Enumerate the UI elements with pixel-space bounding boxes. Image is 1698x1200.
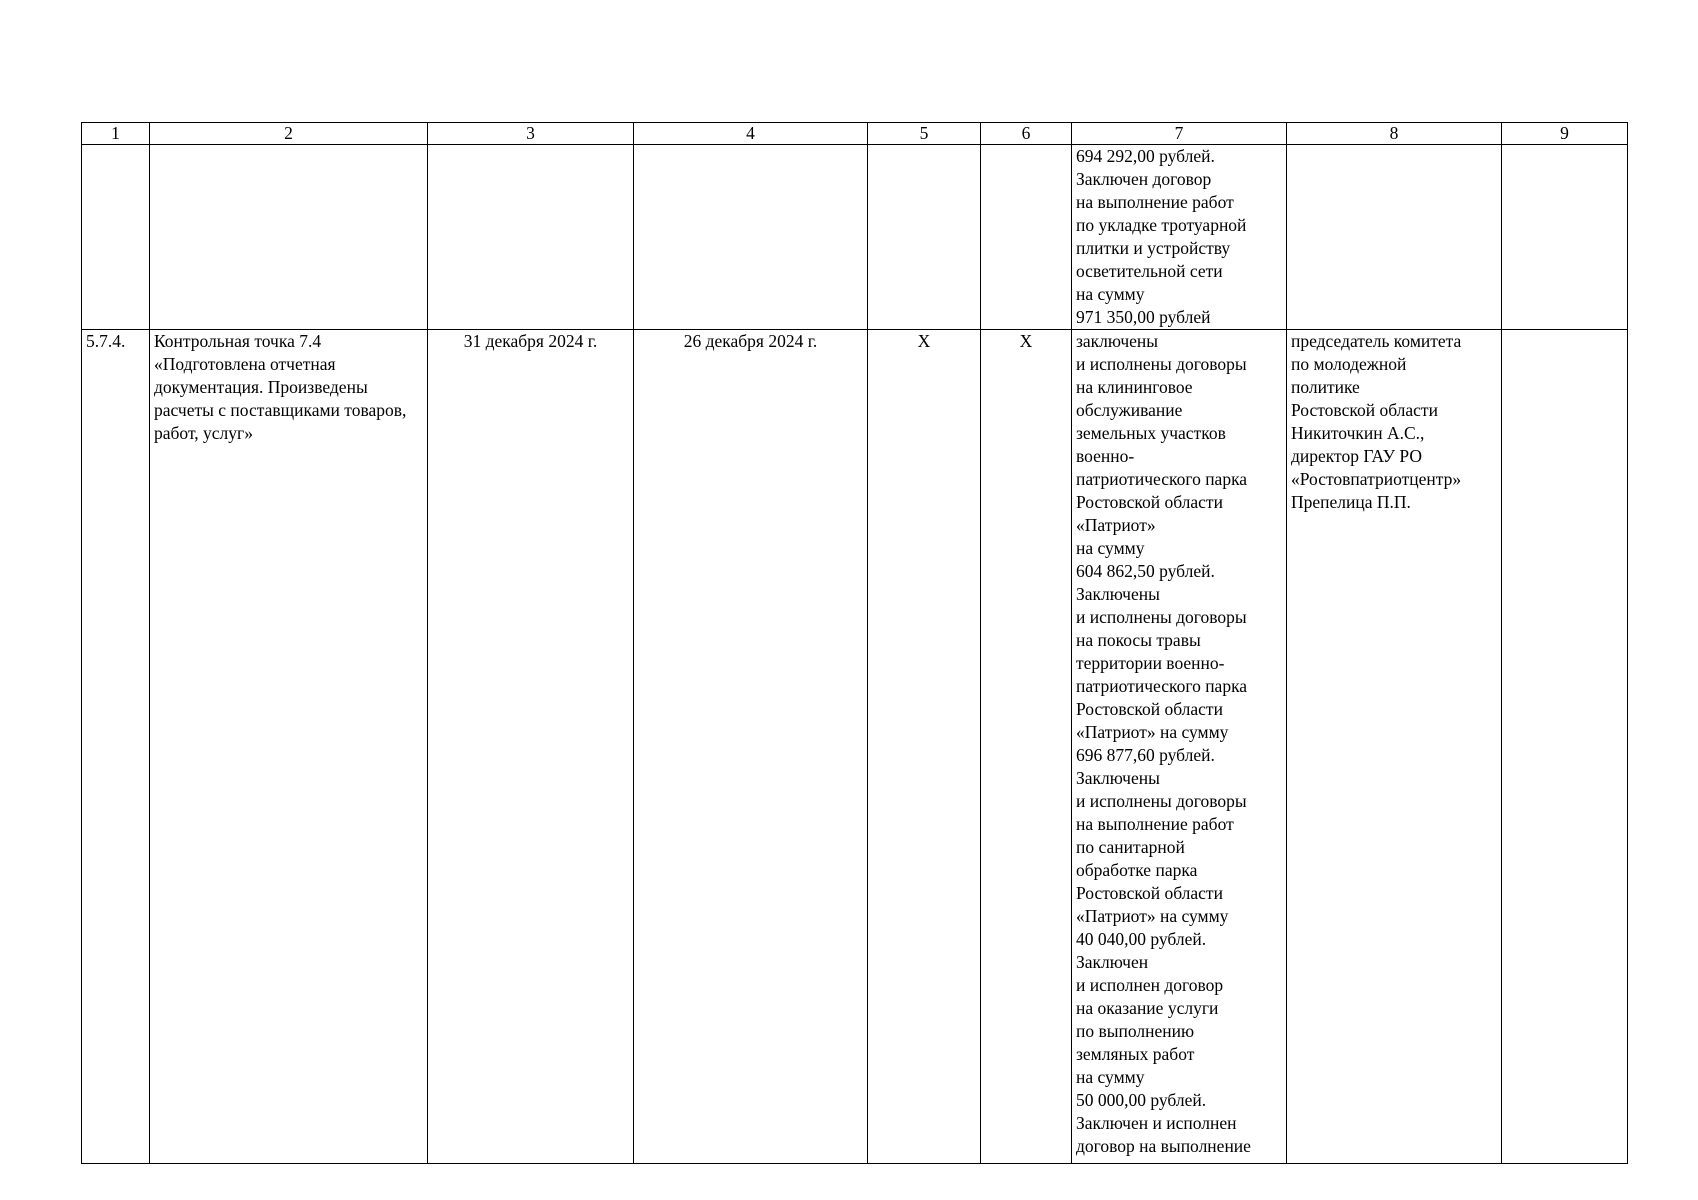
contract-text-line: на выполнение работ <box>1076 814 1234 834</box>
contract-text-line: 694 292,00 рублей. <box>1076 146 1215 166</box>
report-table <box>81 122 1628 1164</box>
contract-details-cell <box>1072 330 1287 1164</box>
contract-text-line: Заключен <box>1076 952 1149 972</box>
responsible-persons-cell <box>1287 330 1502 1164</box>
contract-text-line: 696 877,60 рублей. <box>1076 745 1215 765</box>
column-number-cell: 5 <box>868 123 981 145</box>
contract-text-line: территории военно- <box>1076 653 1225 673</box>
contract-text-line: Ростовской области <box>1076 883 1223 903</box>
planned-date-cell: 31 декабря 2024 г. <box>428 330 634 1164</box>
empty-cell <box>150 145 428 330</box>
responsible-text-line: Ростовской области <box>1291 400 1438 420</box>
contract-text-line: земельных участков <box>1076 423 1226 443</box>
contract-text-line: 971 350,00 рублей <box>1076 307 1211 327</box>
empty-cell <box>634 145 868 330</box>
contract-text-line: Заключены <box>1076 584 1160 604</box>
contract-text-line: на выполнение работ <box>1076 192 1234 212</box>
contract-text-line: по укладке тротуарной <box>1076 215 1247 235</box>
contract-text-line: заключены <box>1076 331 1159 351</box>
responsible-text-line: по молодежной <box>1291 354 1407 374</box>
contract-text-line: и исполнен договор <box>1076 975 1224 995</box>
contract-text-line: патриотического парка <box>1076 676 1248 696</box>
contract-text-line: на сумму <box>1076 284 1145 304</box>
contract-text-line: «Патриот» <box>1076 515 1156 535</box>
item-description: Контрольная точка 7.4 «Подготовлена отчетная документация. Произведены расчеты с поставщиками товаров, работ, услуг» <box>154 331 407 443</box>
responsible-text-line: Препелица П.П. <box>1291 492 1411 512</box>
column-5-mark-cell: X <box>868 330 981 1164</box>
contract-text-line: Заключен договор <box>1076 169 1212 189</box>
contract-text-line: и исполнены договоры <box>1076 607 1247 627</box>
column-number-cell: 8 <box>1287 123 1502 145</box>
empty-cell <box>868 145 981 330</box>
table-row-continuation <box>82 145 1628 330</box>
contract-text-line: на оказание услуги <box>1076 998 1219 1018</box>
contract-text-line: военно- <box>1076 446 1135 466</box>
contract-text-line: на сумму <box>1076 1067 1145 1087</box>
column-number-cell: 6 <box>981 123 1072 145</box>
contract-text-line: на клининговое <box>1076 377 1193 397</box>
column-number-header-row <box>82 123 1628 145</box>
column-number-cell: 7 <box>1072 123 1287 145</box>
contract-text-line: Ростовской области <box>1076 699 1223 719</box>
contract-text-line: «Патриот» на сумму <box>1076 722 1229 742</box>
empty-cell <box>1287 145 1502 330</box>
contract-text-line: Заключены <box>1076 768 1160 788</box>
column-number-cell: 3 <box>428 123 634 145</box>
actual-date-cell: 26 декабря 2024 г. <box>634 330 868 1164</box>
item-description-cell <box>150 330 428 1164</box>
contract-text-line: обслуживание <box>1076 400 1183 420</box>
table-row-5-7-4 <box>82 330 1628 1164</box>
responsible-text-line: директор ГАУ РО <box>1291 446 1423 466</box>
empty-cell <box>1502 145 1628 330</box>
contract-text-line: Ростовской области <box>1076 492 1223 512</box>
contract-text-line: и исполнены договоры <box>1076 791 1247 811</box>
notes-cell <box>1502 330 1628 1164</box>
contract-text-line: обработке парка <box>1076 860 1198 880</box>
responsible-text-line: «Ростовпатриотцентр» <box>1291 469 1462 489</box>
column-number-cell: 4 <box>634 123 868 145</box>
column-number-cell: 1 <box>82 123 150 145</box>
contract-text-line: и исполнены договоры <box>1076 354 1247 374</box>
column-number-cell: 2 <box>150 123 428 145</box>
empty-cell <box>82 145 150 330</box>
contract-text-line: по выполнению <box>1076 1021 1195 1041</box>
contract-text-line: договор на выполнение <box>1076 1136 1251 1156</box>
contract-text-line: на покосы травы <box>1076 630 1201 650</box>
empty-cell <box>981 145 1072 330</box>
column-6-mark-cell: X <box>981 330 1072 1164</box>
contract-text-line: «Патриот» на сумму <box>1076 906 1229 926</box>
responsible-text-line: председатель комитета <box>1291 331 1462 351</box>
contract-details-cell <box>1072 145 1287 330</box>
contract-text-line: плитки и устройству <box>1076 238 1231 258</box>
contract-text-line: 50 000,00 рублей. <box>1076 1090 1207 1110</box>
empty-cell <box>428 145 634 330</box>
responsible-text-line: Никиточкин А.С., <box>1291 423 1425 443</box>
contract-text-line: Заключен и исполнен <box>1076 1113 1237 1133</box>
contract-text-line: на сумму <box>1076 538 1145 558</box>
column-number-cell: 9 <box>1502 123 1628 145</box>
contract-text-line: земляных работ <box>1076 1044 1195 1064</box>
contract-text-line: по санитарной <box>1076 837 1185 857</box>
contract-text-line: 604 862,50 рублей. <box>1076 561 1215 581</box>
contract-text-line: патриотического парка <box>1076 469 1248 489</box>
responsible-text-line: политике <box>1291 377 1360 397</box>
contract-text-line: осветительной сети <box>1076 261 1223 281</box>
item-number-cell: 5.7.4. <box>82 330 150 1164</box>
contract-text-line: 40 040,00 рублей. <box>1076 929 1207 949</box>
